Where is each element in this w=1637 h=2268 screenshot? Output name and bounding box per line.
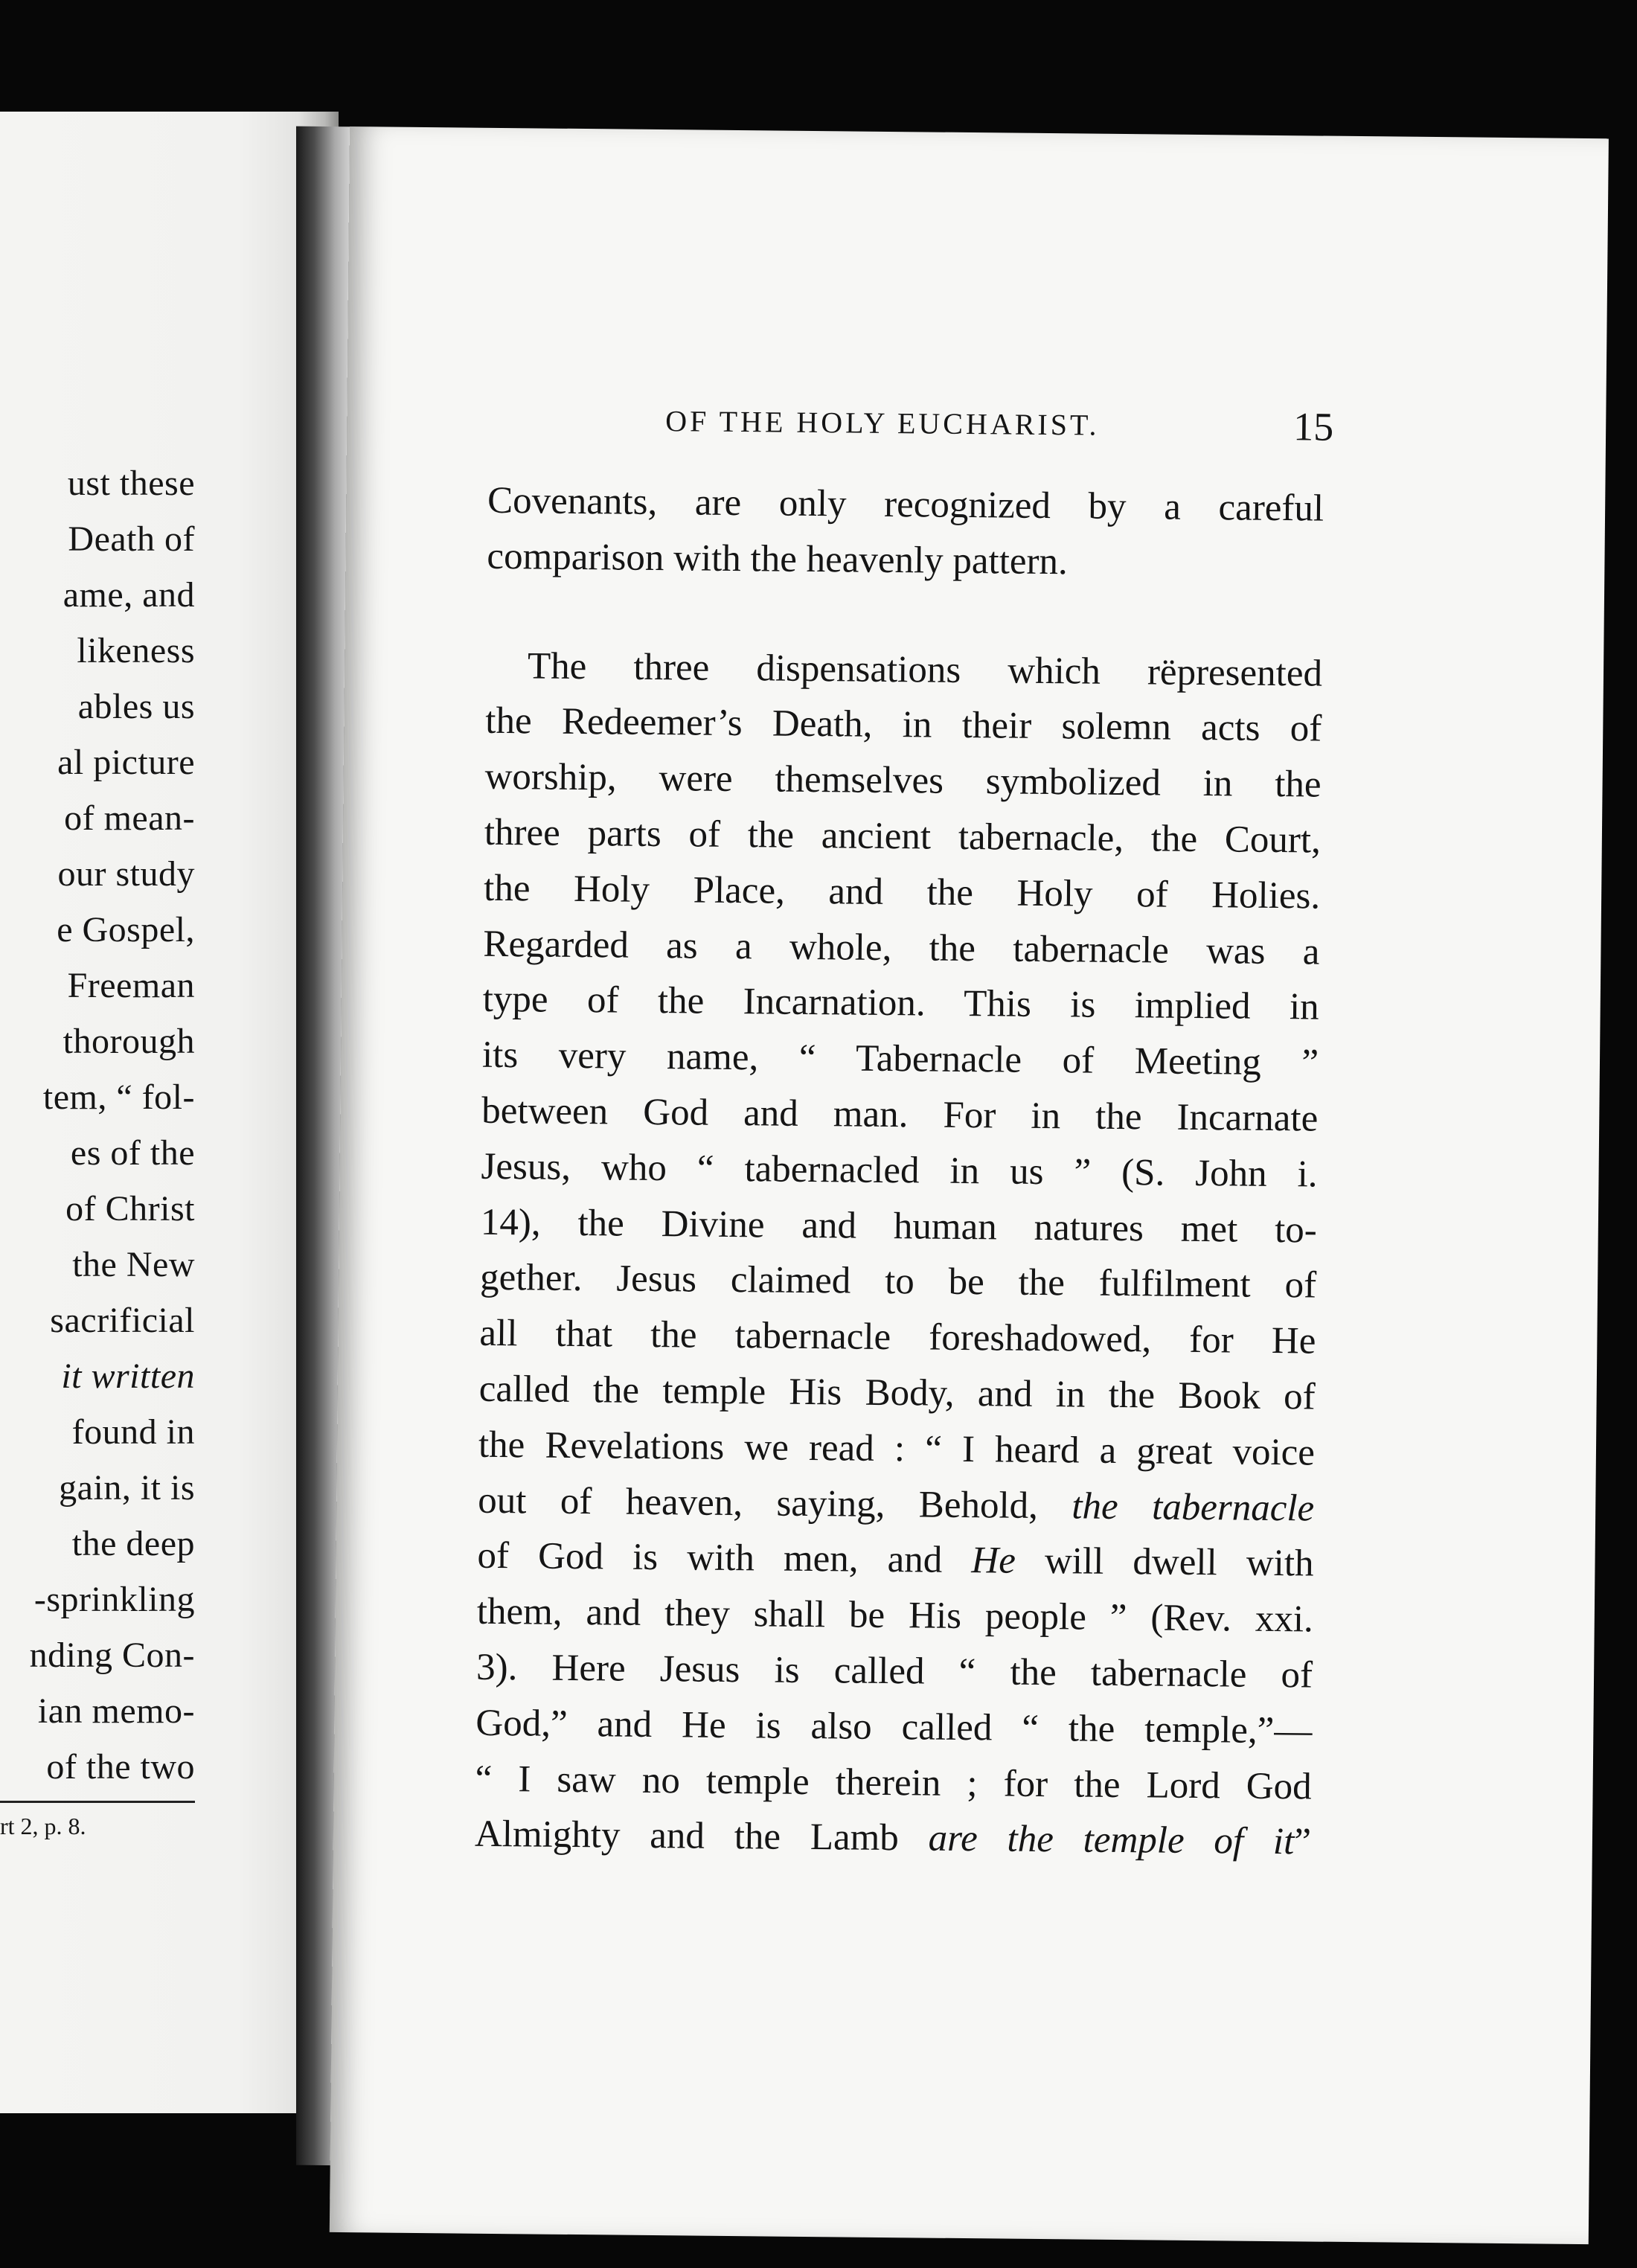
text-line: thorough	[63, 1022, 195, 1061]
text-line: God,” and He is also called “ the temple,”—	[475, 1702, 1313, 1752]
text-line: Freeman	[67, 966, 195, 1005]
text-line: comparison with the heavenly pattern.	[487, 535, 1069, 583]
left-page	[0, 112, 339, 2113]
text-span: ”	[1294, 1821, 1312, 1863]
text-line: nding Con-	[29, 1636, 195, 1675]
left-page-text	[0, 455, 195, 1795]
text-line: e Gospel,	[57, 910, 195, 949]
text-line: ust these	[67, 464, 195, 503]
text-line: Death of	[68, 519, 195, 559]
text-line: our study	[57, 854, 195, 894]
text-line: ame, and	[63, 575, 195, 615]
text-line: the deep	[71, 1524, 195, 1563]
italic-span: the tabernacle	[1071, 1484, 1315, 1530]
right-page	[330, 126, 1609, 2244]
text-line: of mean-	[64, 798, 195, 838]
text-line: worship, were themselves symbolized in the	[484, 755, 1322, 806]
text-line: of Christ	[65, 1189, 195, 1228]
text-line: 14), the Divine and human natures met to-	[480, 1201, 1318, 1252]
text-span: Almighty and the Lamb	[474, 1813, 900, 1859]
text-line: them, and they shall be His people ” (Rev. xxi.	[476, 1590, 1314, 1641]
text-line: it written	[61, 1356, 195, 1396]
text-line: “ I saw no temple therein ; for the Lord God	[475, 1758, 1312, 1808]
text-line: its very name, “ Tabernacle of Meeting ”	[481, 1034, 1319, 1084]
text-line: The three dispensations which rëpresented	[527, 644, 1323, 695]
text-line: sacrificial	[50, 1301, 195, 1340]
italic-span: He	[971, 1540, 1016, 1583]
text-line: type of the Incarnation. This is implied in	[482, 978, 1319, 1028]
body-text	[475, 473, 1324, 1871]
text-line: called the temple His Body, and in the Book of	[478, 1368, 1316, 1418]
text-line: likeness	[77, 631, 195, 670]
text-line: the Holy Place, and the Holy of Holies.	[483, 867, 1321, 917]
text-line: gether. Jesus claimed to be the fulfilment of	[479, 1257, 1317, 1307]
text-line: Covenants, are only recognized by a careful	[487, 479, 1324, 530]
text-line: found in	[71, 1412, 195, 1452]
running-head: OF THE HOLY EUCHARIST.	[665, 404, 1100, 442]
text-line: -sprinkling	[33, 1580, 195, 1619]
text-line: between God and man. For in the Incarnate	[481, 1089, 1319, 1140]
text-line: ian memo-	[37, 1691, 195, 1731]
text-line: al picture	[57, 743, 195, 782]
footnote: rt 2, p. 8.	[0, 1813, 86, 1839]
text-line: the New	[72, 1245, 195, 1284]
text-line: the Revelations we read : “ I heard a great voice	[478, 1423, 1316, 1474]
text-line	[478, 1473, 1315, 1537]
text-span: out of heaven, saying, Behold,	[478, 1479, 1039, 1527]
page-number: 15	[1292, 404, 1334, 449]
text-line	[477, 1528, 1314, 1592]
footnote-rule	[0, 1801, 195, 1803]
text-line: all that the tabernacle foreshadowed, for He	[479, 1312, 1316, 1362]
text-line: gain, it is	[59, 1468, 195, 1508]
text-line	[475, 1807, 1312, 1871]
text-line: Jesus, who “ tabernacled in us ” (S. John i.	[481, 1145, 1318, 1196]
text-line: of the two	[46, 1747, 195, 1787]
text-line: 3). Here Jesus is called “ the tabernacle of	[475, 1646, 1313, 1697]
text-span: of God is with men, and	[477, 1535, 943, 1582]
text-line: tem, “ fol-	[42, 1077, 195, 1117]
italic-span: are the temple of it	[928, 1817, 1295, 1863]
text-line: es of the	[70, 1133, 195, 1173]
text-span: will dwell with	[1044, 1540, 1314, 1585]
text-line: Regarded as a whole, the tabernacle was a	[483, 923, 1320, 973]
text-line: three parts of the ancient tabernacle, the Court,	[484, 811, 1322, 862]
text-line: the Redeemer’s Death, in their solemn acts of	[485, 700, 1322, 750]
text-line: ables us	[77, 687, 195, 726]
paragraph-gap	[486, 584, 1323, 646]
